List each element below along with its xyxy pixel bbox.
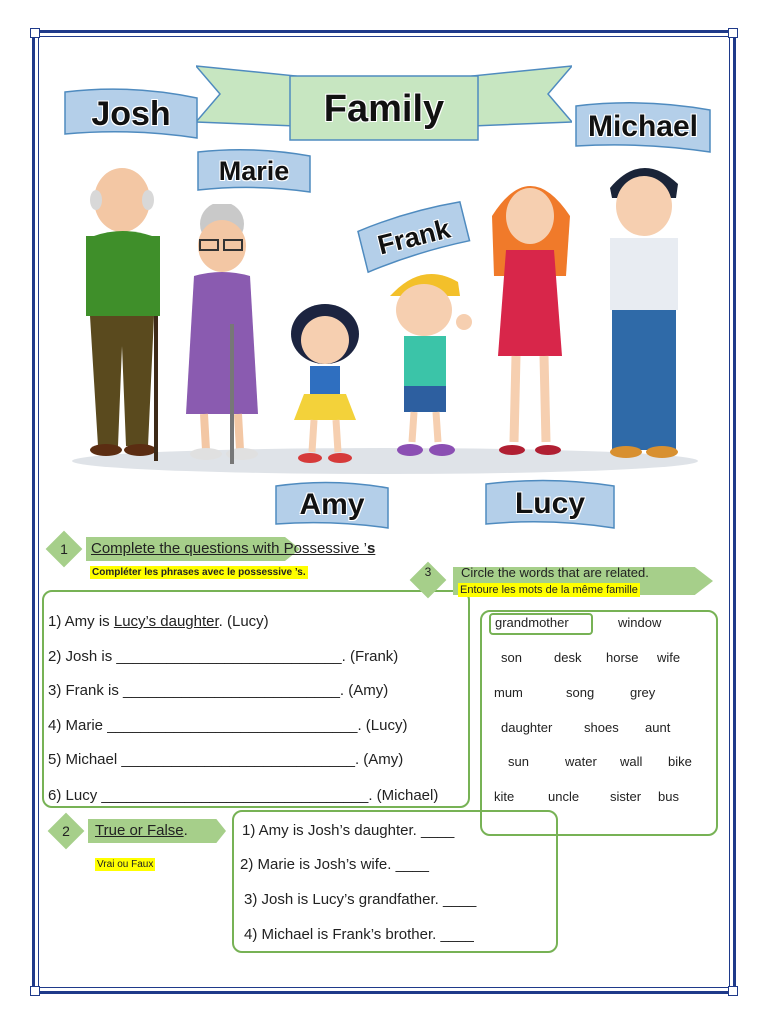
section3-number: 3: [424, 565, 432, 579]
word-item[interactable]: grandmother: [495, 615, 569, 630]
word-item[interactable]: sun: [508, 754, 529, 769]
boy-illustration: [384, 262, 478, 468]
word-item[interactable]: daughter: [501, 720, 553, 735]
name-josh: Josh: [91, 94, 171, 133]
word-item[interactable]: shoes: [584, 720, 619, 735]
word-item[interactable]: horse: [606, 650, 639, 665]
section2-line-2: 2) Marie is Josh’s wife. ____: [240, 856, 429, 873]
word-item[interactable]: aunt: [645, 720, 671, 735]
word-item[interactable]: water: [565, 754, 597, 769]
section2-line-4: 4) Michael is Frank’s brother. ____: [244, 926, 474, 943]
word-item[interactable]: mum: [494, 685, 523, 700]
section1-heading-s: s: [366, 540, 376, 557]
title-banner: [196, 62, 572, 144]
name-banner-amy: [274, 480, 390, 530]
word-item[interactable]: son: [501, 650, 522, 665]
word-item[interactable]: desk: [554, 650, 582, 665]
word-item[interactable]: bus: [658, 789, 679, 804]
grandfather-illustration: [74, 166, 170, 466]
section2-heading: True or False.: [95, 822, 188, 839]
page-title: Family: [323, 87, 445, 130]
section2-subtitle: Vrai ou Faux: [97, 859, 154, 870]
word-item[interactable]: wife: [657, 650, 681, 665]
section3-subtitle: Entoure les mots de la même famille: [460, 584, 638, 596]
name-banner-lucy: [484, 478, 616, 530]
section1-number: 1: [60, 541, 68, 557]
word-item[interactable]: sister: [610, 789, 642, 804]
word-item[interactable]: uncle: [548, 789, 580, 804]
section1-line-6: 6) Lucy ________________________________. (Michael): [48, 787, 439, 804]
section1-line-4: 4) Marie ______________________________. (Lucy): [48, 717, 408, 734]
name-marie: Marie: [218, 155, 290, 186]
section3-heading: Circle the words that are related.: [461, 565, 649, 580]
word-item[interactable]: grey: [630, 685, 656, 700]
name-amy: Amy: [299, 488, 365, 521]
section2-line-3: 3) Josh is Lucy’s grandfather. ____: [244, 891, 477, 908]
grandmother-illustration: [176, 204, 270, 466]
mother-illustration: [482, 166, 578, 466]
name-lucy: Lucy: [514, 487, 586, 520]
name-banner-michael: [574, 100, 712, 154]
name-frank: Frank: [374, 213, 454, 260]
frame-corner: [30, 28, 40, 38]
word-item[interactable]: song: [566, 685, 595, 700]
name-michael: Michael: [587, 110, 699, 143]
name-banner-marie: [196, 148, 312, 194]
girl-illustration: [286, 302, 364, 468]
word-item[interactable]: kite: [494, 789, 515, 804]
section2-number: 2: [62, 823, 70, 839]
section2-line-1: 1) Amy is Josh’s daughter. ____: [242, 822, 455, 839]
frame-corner: [30, 986, 40, 996]
word-item[interactable]: wall: [620, 754, 643, 769]
section1-line-3: 3) Frank is __________________________. (Amy): [48, 682, 389, 699]
section1-heading: [91, 540, 375, 557]
frame-corner: [728, 28, 738, 38]
word-item[interactable]: bike: [668, 754, 692, 769]
section1-line-1: 1) Amy is Lucy’s daughter. (Lucy): [48, 613, 269, 630]
word-item[interactable]: window: [618, 615, 662, 630]
section1-heading-main: Complete the questions with Possessive ’: [91, 540, 367, 557]
frame-corner: [728, 986, 738, 996]
section1-line-5: 5) Michael ____________________________. (Amy): [48, 751, 404, 768]
father-illustration: [592, 154, 694, 466]
section1-subtitle: Compléter les phrases avec le possessive ’s.: [92, 567, 306, 578]
name-banner-josh: [63, 88, 199, 140]
section1-line-2: 2) Josh is ___________________________. (Frank): [48, 648, 399, 665]
